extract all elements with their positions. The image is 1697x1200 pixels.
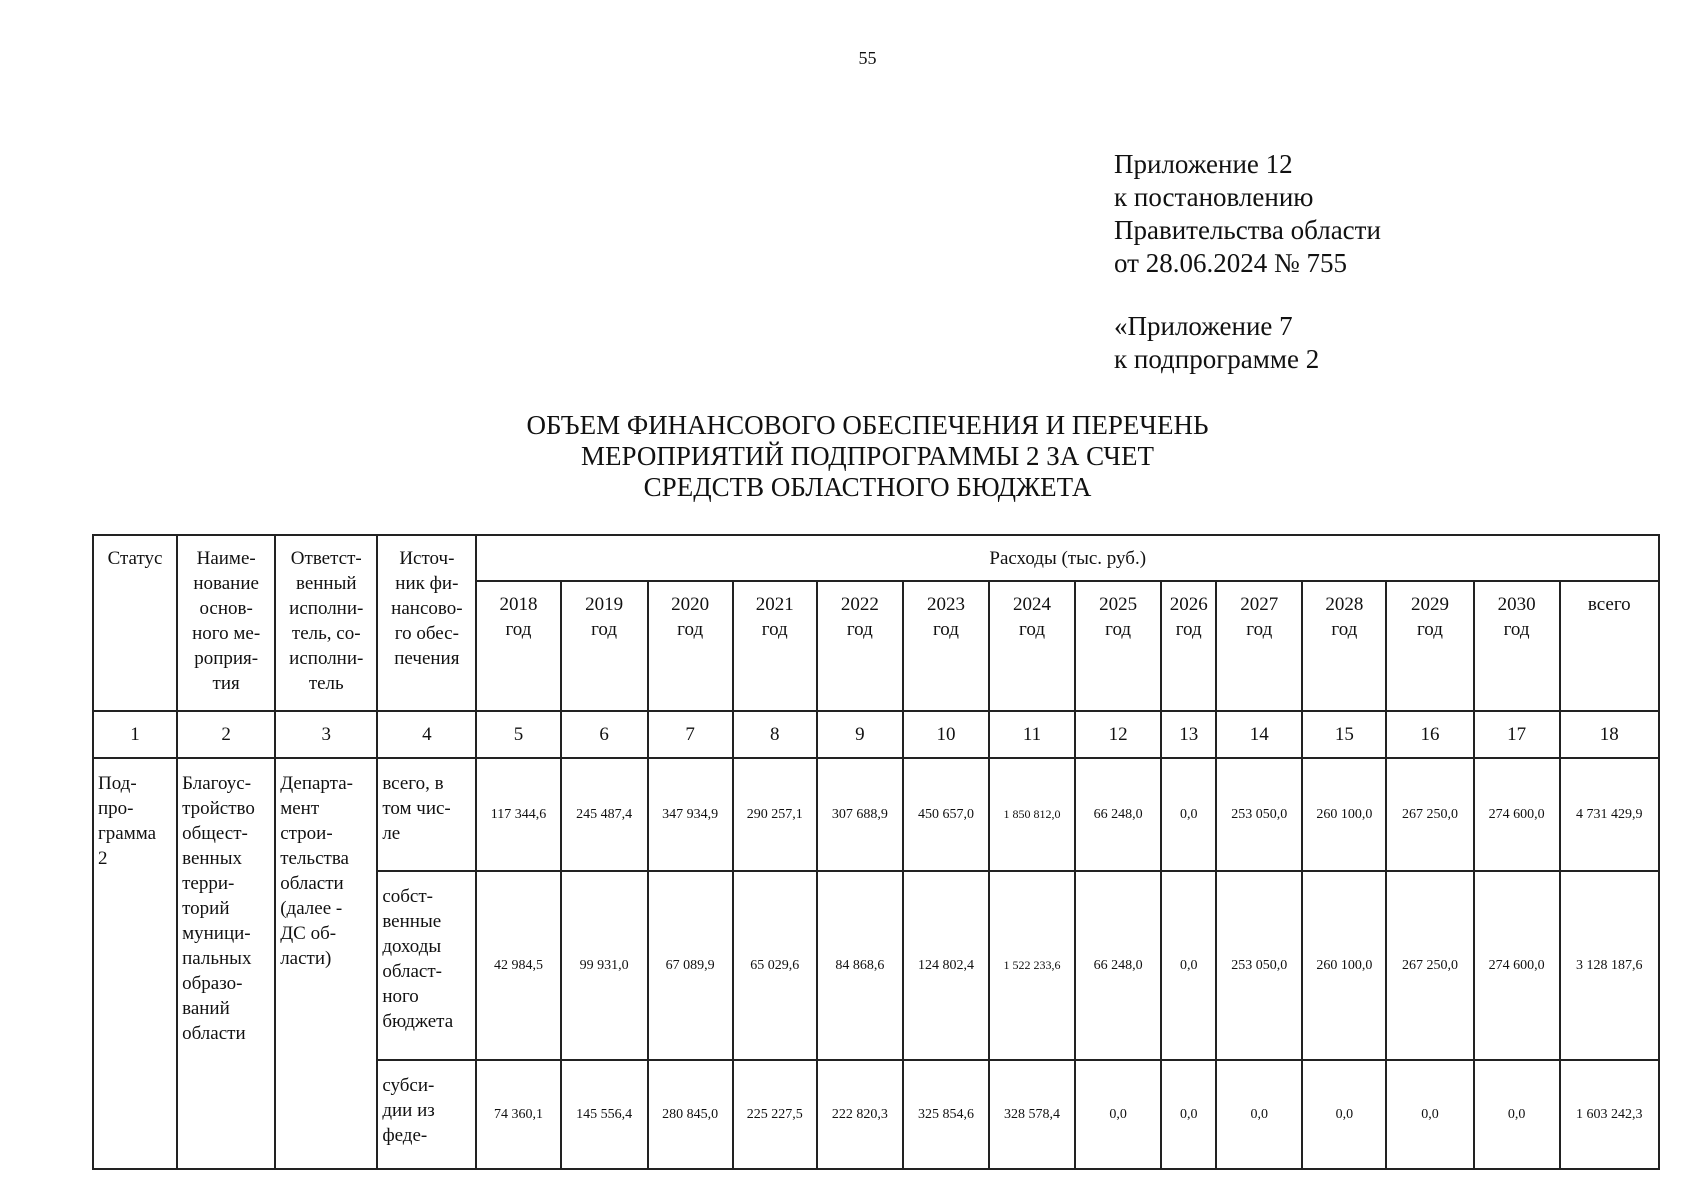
value-cell: 99 931,0 bbox=[561, 871, 648, 1060]
column-number: 6 bbox=[561, 711, 648, 758]
title-line: МЕРОПРИЯТИЙ ПОДПРОГРАММЫ 2 ЗА СЧЕТ bbox=[581, 441, 1154, 471]
header-executor bbox=[275, 535, 377, 711]
header-year bbox=[1075, 581, 1161, 711]
title-line: СРЕДСТВ ОБЛАСТНОГО БЮДЖЕТА bbox=[643, 472, 1092, 502]
column-number: 17 bbox=[1474, 711, 1560, 758]
column-number: 2 bbox=[177, 711, 275, 758]
header-year bbox=[561, 581, 648, 711]
appendix-line: Правительства области bbox=[1114, 215, 1381, 245]
header-year-text: 2029 год bbox=[1410, 594, 1449, 640]
total-cell: 3 128 187,6 bbox=[1560, 871, 1659, 1060]
source-text: собст- венные доходы област- ного бюджета bbox=[382, 886, 454, 1032]
column-number: 14 bbox=[1216, 711, 1302, 758]
value-cell: 325 854,6 bbox=[903, 1060, 989, 1169]
source-cell bbox=[377, 871, 476, 1060]
source-cell bbox=[377, 1060, 476, 1169]
value-cell: 222 820,3 bbox=[817, 1060, 903, 1169]
appendix-line: от 28.06.2024 № 755 bbox=[1114, 248, 1347, 278]
header-year-text: 2019 год bbox=[585, 594, 624, 640]
header-source-text: Источ- ник фи- нансово- го обес- печения bbox=[391, 548, 463, 669]
header-total-text: всего bbox=[1587, 594, 1631, 615]
status-text: Под- про- грамма 2 bbox=[98, 773, 157, 869]
column-number: 18 bbox=[1560, 711, 1659, 758]
column-number: 4 bbox=[377, 711, 476, 758]
value-cell: 74 360,1 bbox=[476, 1060, 560, 1169]
value-cell: 225 227,5 bbox=[733, 1060, 817, 1169]
header-year bbox=[817, 581, 903, 711]
value-cell: 260 100,0 bbox=[1302, 758, 1386, 871]
value-cell: 253 050,0 bbox=[1216, 871, 1302, 1060]
header-measure-name bbox=[177, 535, 275, 711]
status-cell bbox=[93, 758, 177, 1169]
header-total bbox=[1560, 581, 1659, 711]
header-year-text: 2024 год bbox=[1013, 594, 1052, 640]
value-cell: 65 029,6 bbox=[733, 871, 817, 1060]
column-number: 9 bbox=[817, 711, 903, 758]
value-cell: 0,0 bbox=[1474, 1060, 1560, 1169]
source-cell bbox=[377, 758, 476, 871]
header-year bbox=[1216, 581, 1302, 711]
header-status: Статус bbox=[93, 535, 177, 711]
header-year-text: 2028 год bbox=[1325, 594, 1364, 640]
header-year bbox=[1302, 581, 1386, 711]
header-year bbox=[903, 581, 989, 711]
header-year-text: 2020 год bbox=[671, 594, 710, 640]
header-year-text: 2026 год bbox=[1169, 594, 1208, 640]
column-number: 3 bbox=[275, 711, 377, 758]
appendix-ref-line: «Приложение 7 bbox=[1114, 311, 1293, 341]
appendix-block bbox=[1114, 148, 1381, 376]
header-year-text: 2030 год bbox=[1497, 594, 1536, 640]
column-number: 10 bbox=[903, 711, 989, 758]
value-cell: 66 248,0 bbox=[1075, 758, 1161, 871]
value-cell: 267 250,0 bbox=[1386, 758, 1473, 871]
header-year-text: 2027 год bbox=[1240, 594, 1279, 640]
header-year-text: 2023 год bbox=[926, 594, 965, 640]
header-year-text: 2018 год bbox=[499, 594, 538, 640]
column-number: 8 bbox=[733, 711, 817, 758]
header-year bbox=[1474, 581, 1560, 711]
value-cell: 66 248,0 bbox=[1075, 871, 1161, 1060]
column-numbers-row bbox=[93, 711, 1659, 758]
header-year bbox=[1386, 581, 1473, 711]
value-cell: 1 850 812,0 bbox=[989, 758, 1075, 871]
column-number: 15 bbox=[1302, 711, 1386, 758]
value-cell: 67 089,9 bbox=[648, 871, 733, 1060]
value-cell: 42 984,5 bbox=[476, 871, 560, 1060]
value-cell: 290 257,1 bbox=[733, 758, 817, 871]
value-cell: 274 600,0 bbox=[1474, 758, 1560, 871]
value-cell: 450 657,0 bbox=[903, 758, 989, 871]
header-year bbox=[733, 581, 817, 711]
column-number: 13 bbox=[1161, 711, 1216, 758]
appendix-line: к постановлению bbox=[1114, 182, 1314, 212]
value-cell: 0,0 bbox=[1216, 1060, 1302, 1169]
document-title bbox=[0, 410, 1697, 503]
value-cell: 0,0 bbox=[1161, 758, 1216, 871]
header-measure-name-text: Наиме- нование основ- ного ме- роприя- тия bbox=[192, 548, 261, 694]
value-cell: 0,0 bbox=[1386, 1060, 1473, 1169]
value-cell: 0,0 bbox=[1075, 1060, 1161, 1169]
value-cell: 347 934,9 bbox=[648, 758, 733, 871]
budget-table bbox=[92, 534, 1660, 1170]
executor-cell bbox=[275, 758, 377, 1169]
column-number: 12 bbox=[1075, 711, 1161, 758]
header-year bbox=[1161, 581, 1216, 711]
value-cell: 1 522 233,6 bbox=[989, 871, 1075, 1060]
executor-text: Департа- мент строи- тельства области (далее - ДС об- ласти) bbox=[280, 773, 353, 969]
value-cell: 0,0 bbox=[1161, 1060, 1216, 1169]
value-cell: 84 868,6 bbox=[817, 871, 903, 1060]
value-cell: 253 050,0 bbox=[1216, 758, 1302, 871]
value-cell: 0,0 bbox=[1161, 871, 1216, 1060]
value-cell: 274 600,0 bbox=[1474, 871, 1560, 1060]
header-executor-text: Ответст- венный исполни- тель, со- исполни- тель bbox=[289, 548, 364, 694]
column-number: 11 bbox=[989, 711, 1075, 758]
value-cell: 124 802,4 bbox=[903, 871, 989, 1060]
header-spending: Расходы (тыс. руб.) bbox=[476, 535, 1659, 581]
column-number: 16 bbox=[1386, 711, 1473, 758]
header-year bbox=[476, 581, 560, 711]
value-cell: 0,0 bbox=[1302, 1060, 1386, 1169]
header-year bbox=[648, 581, 733, 711]
header-year-text: 2021 год bbox=[755, 594, 794, 640]
column-number: 1 bbox=[93, 711, 177, 758]
page-number: 55 bbox=[858, 48, 877, 68]
value-cell: 145 556,4 bbox=[561, 1060, 648, 1169]
value-cell: 267 250,0 bbox=[1386, 871, 1473, 1060]
total-cell: 1 603 242,3 bbox=[1560, 1060, 1659, 1169]
value-cell: 245 487,4 bbox=[561, 758, 648, 871]
column-number: 7 bbox=[648, 711, 733, 758]
measure-name-cell bbox=[177, 758, 275, 1169]
header-year-text: 2025 год bbox=[1099, 594, 1138, 640]
value-cell: 307 688,9 bbox=[817, 758, 903, 871]
column-number: 5 bbox=[476, 711, 560, 758]
header-source bbox=[377, 535, 476, 711]
title-line: ОБЪЕМ ФИНАНСОВОГО ОБЕСПЕЧЕНИЯ И ПЕРЕЧЕНЬ bbox=[526, 410, 1209, 440]
table-row bbox=[93, 758, 1659, 871]
value-cell: 117 344,6 bbox=[476, 758, 560, 871]
value-cell: 280 845,0 bbox=[648, 1060, 733, 1169]
measure-name-text: Благоус- тройство общест- венных терри- торий муници- пальных образо- ваний области bbox=[182, 773, 255, 1044]
source-text: субси- дии из феде- bbox=[382, 1075, 435, 1146]
appendix-line: Приложение 12 bbox=[1114, 149, 1293, 179]
total-cell: 4 731 429,9 bbox=[1560, 758, 1659, 871]
appendix-ref-line: к подпрограмме 2 bbox=[1114, 344, 1320, 374]
value-cell: 260 100,0 bbox=[1302, 871, 1386, 1060]
source-text: всего, в том чис- ле bbox=[382, 773, 451, 844]
header-year-text: 2022 год bbox=[840, 594, 879, 640]
header-year bbox=[989, 581, 1075, 711]
value-cell: 328 578,4 bbox=[989, 1060, 1075, 1169]
